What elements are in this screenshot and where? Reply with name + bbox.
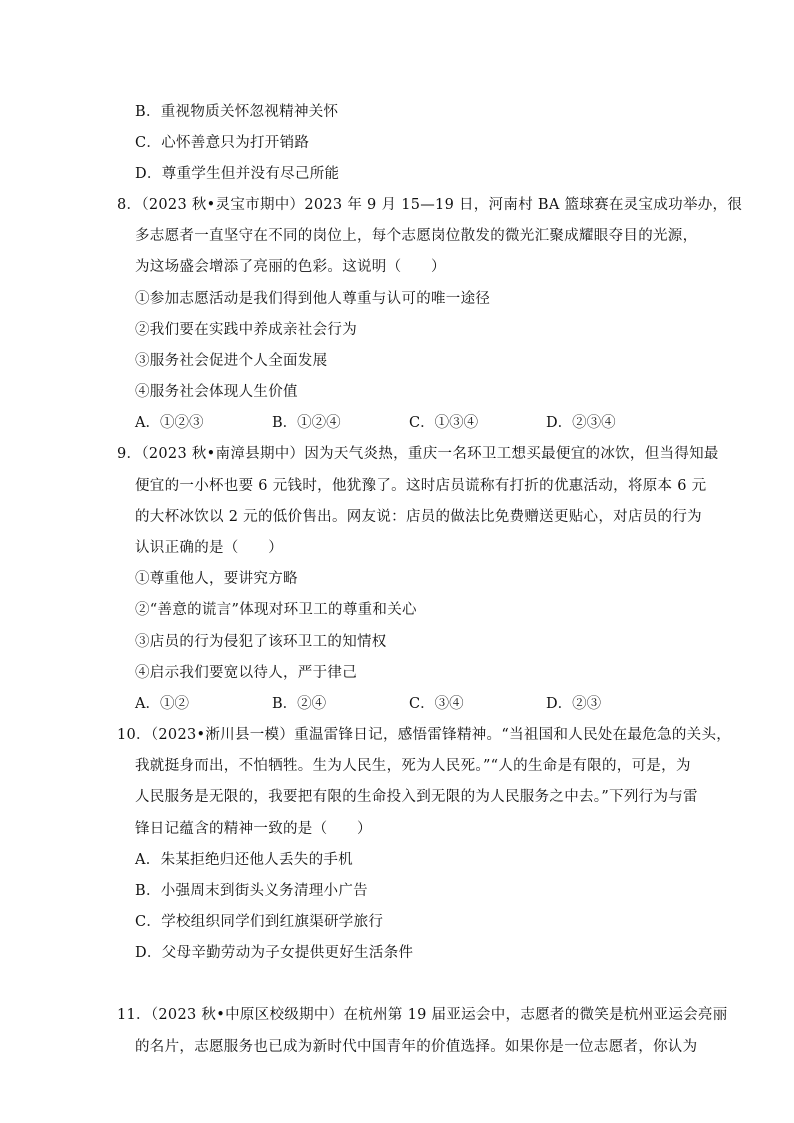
q9-statement-1: ①尊重他人，要讲究方略 xyxy=(135,571,298,587)
q8-choice-d: D．②③④ xyxy=(546,415,616,431)
q8-statement-1: ①参加志愿活动是我们得到他人尊重与认可的唯一途径 xyxy=(135,291,491,307)
q10-stem-line-2: 我就挺身而出，不怕牺牲。生为人民生，死为人民死。”“人的生命是有限的，可是，为 xyxy=(135,758,691,774)
q9-choice-b: B．②④ xyxy=(272,696,327,712)
q8-choice-b: B．①②④ xyxy=(272,415,341,431)
q7-option-d: D．尊重学生但并没有尽己所能 xyxy=(135,166,340,182)
q8-statement-3: ③服务社会促进个人全面发展 xyxy=(135,353,328,369)
q9-stem-line-2: 便宜的一小杯也要 6 元钱时，他犹豫了。这时店员谎称有打折的优惠活动，将原本 6 元 xyxy=(135,478,707,494)
q9-choice-a: A．①② xyxy=(135,696,189,712)
q10-stem-line-1: 10．（2023•淅川县一模）重温雷锋日记，感悟雷锋精神。“当祖国和人民处在最危急的关头， xyxy=(117,727,732,743)
q8-choice-a: A．①②③ xyxy=(135,415,204,431)
q8-statement-4: ④服务社会体现人生价值 xyxy=(135,384,298,400)
q10-option-a: A．朱某拒绝归还他人丢失的手机 xyxy=(135,852,353,868)
q8-statement-2: ②我们要在实践中养成亲社会行为 xyxy=(135,322,357,338)
q9-choice-d: D．②③ xyxy=(546,696,602,712)
q10-option-c: C．学校组织同学们到红旗渠研学旅行 xyxy=(135,914,384,930)
q8-choice-c: C．①③④ xyxy=(409,415,479,431)
q10-stem-line-4: 锋日记蕴含的精神一致的是（ ） xyxy=(135,821,372,837)
q8-choices xyxy=(135,413,655,433)
q10-option-b: B．小强周末到街头义务清理小广告 xyxy=(135,883,368,899)
q8-stem-line-3: 为这场盛会增添了亮丽的色彩。这说明（ ） xyxy=(135,259,446,275)
q9-choice-c: C．③④ xyxy=(409,696,464,712)
q9-choices xyxy=(135,694,655,714)
q8-stem-line-2: 多志愿者一直坚守在不同的岗位上，每个志愿岗位散发的微光汇聚成耀眼夺目的光源， xyxy=(135,228,698,244)
q10-option-d: D．父母辛勤劳动为子女提供更好生活条件 xyxy=(135,945,414,961)
q9-statement-4: ④启示我们要宽以待人，严于律己 xyxy=(135,665,357,681)
q10-stem-line-3: 人民服务是无限的，我要把有限的生命投入到无限的为人民服务之中去。”下列行为与雷 xyxy=(135,789,698,805)
q7-option-c: C．心怀善意只为打开销路 xyxy=(135,135,310,151)
q11-stem-line-1: 11．（2023 秋•中原区校级期中）在杭州第 19 届亚运会中，志愿者的微笑是杭州亚运会亮丽 xyxy=(117,1007,728,1023)
q7-option-b: B．重视物质关怀忽视精神关怀 xyxy=(135,104,339,120)
q9-stem-line-1: 9．（2023 秋•南漳县期中）因为天气炎热，重庆一名环卫工想买最便宜的冰饮，但当得知最 xyxy=(117,446,719,462)
q9-statement-3: ③店员的行为侵犯了该环卫工的知情权 xyxy=(135,634,387,650)
q8-stem-line-1: 8．（2023 秋•灵宝市期中）2023 年 9 月 15—19 日，河南村 BA 篮球赛在灵宝成功举办，很 xyxy=(117,197,743,213)
q9-stem-line-4: 认识正确的是（ ） xyxy=(135,540,283,556)
q9-stem-line-3: 的大杯冰饮以 2 元的低价售出。网友说：店员的做法比免费赠送更贴心，对店员的行为 xyxy=(135,509,702,525)
q11-stem-line-2: 的名片，志愿服务也已成为新时代中国青年的价值选择。如果你是一位志愿者，你认为 xyxy=(135,1039,698,1055)
q9-statement-2: ②“善意的谎言”体现对环卫工的尊重和关心 xyxy=(135,602,417,618)
